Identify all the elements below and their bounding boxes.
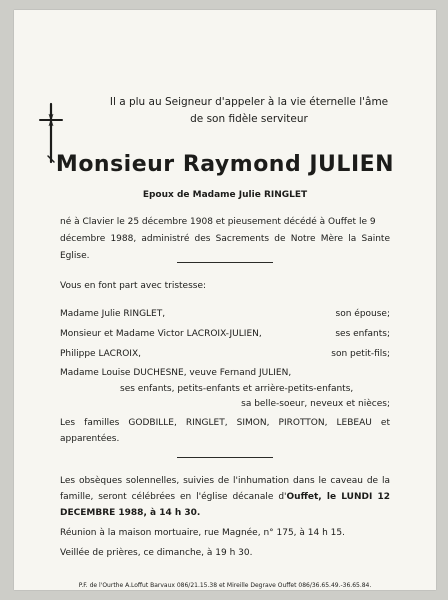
mourner-name: Madame Julie RINGLET, xyxy=(60,309,166,319)
mourner-relation: ses enfants; xyxy=(335,329,390,339)
mourner-row xyxy=(60,349,390,363)
veillee-line: Veillée de prières, ce dimanche, à 19 h 30. xyxy=(60,548,253,558)
mourner-name: Monsieur et Madame Victor LACROIX-JULIEN, xyxy=(60,329,262,339)
intro-line-1: Il a plu au Seigneur d'appeler à la vie éternelle l'âme xyxy=(109,96,389,108)
duchesne-line-1: Madame Louise DUCHESNE, veuve Fernand JULIEN, xyxy=(60,368,292,378)
funeral-line-1: Les obsèques solennelles, suivies de l'inhumation dans le caveau de la xyxy=(60,476,390,486)
mourner-row xyxy=(60,309,390,323)
funeral-date-end: DECEMBRE 1988, à 14 h 30. xyxy=(60,508,201,518)
divider-1 xyxy=(177,262,273,263)
duchesne-line-3: sa belle-soeur, neveux et nièces; xyxy=(241,399,390,409)
reunion-line: Réunion à la maison mortuaire, rue Magnée, n° 175, à 14 h 15. xyxy=(60,528,345,538)
funeral-date-start: Ouffet, le LUNDI 12 xyxy=(286,492,390,502)
funeral-line-2-text: famille, seront célébrées en l'église décanale d' xyxy=(60,492,287,502)
funeral-line-2 xyxy=(60,489,390,506)
families-line-1: Les familles GODBILLE, RINGLET, SIMON, PIROTTON, LEBEAU et xyxy=(60,418,390,428)
footer-credits: P.F. de l'Ourthe A.Loffut Barvaux 086/21.15.38 et Mireille Degrave Ouffet 086/36.65.49.-36.65.84. xyxy=(78,582,372,589)
deceased-name: Monsieur Raymond JULIEN xyxy=(55,152,395,177)
mourner-relation: son épouse; xyxy=(335,309,390,319)
families-line-2: apparentées. xyxy=(60,434,120,444)
duchesne-line-2: ses enfants, petits-enfants et arrière-petits-enfants, xyxy=(120,384,354,394)
intro-line-2: de son fidèle serviteur xyxy=(190,113,308,125)
announcement: Vous en font part avec tristesse: xyxy=(60,281,207,291)
mourner-name: Philippe LACROIX, xyxy=(60,349,141,359)
spouse-line: Epoux de Madame Julie RINGLET xyxy=(142,190,308,200)
mourner-row xyxy=(60,329,390,343)
memorial-card xyxy=(14,10,436,590)
birth-death-line-2: décembre 1988, administré des Sacrements de Notre Mère la Sainte Eglise. xyxy=(60,234,390,261)
mourner-relation: son petit-fils; xyxy=(331,349,390,359)
birth-death-line-1: né à Clavier le 25 décembre 1908 et pieusement décédé à Ouffet le 9 xyxy=(60,217,376,227)
divider-2 xyxy=(177,457,273,458)
